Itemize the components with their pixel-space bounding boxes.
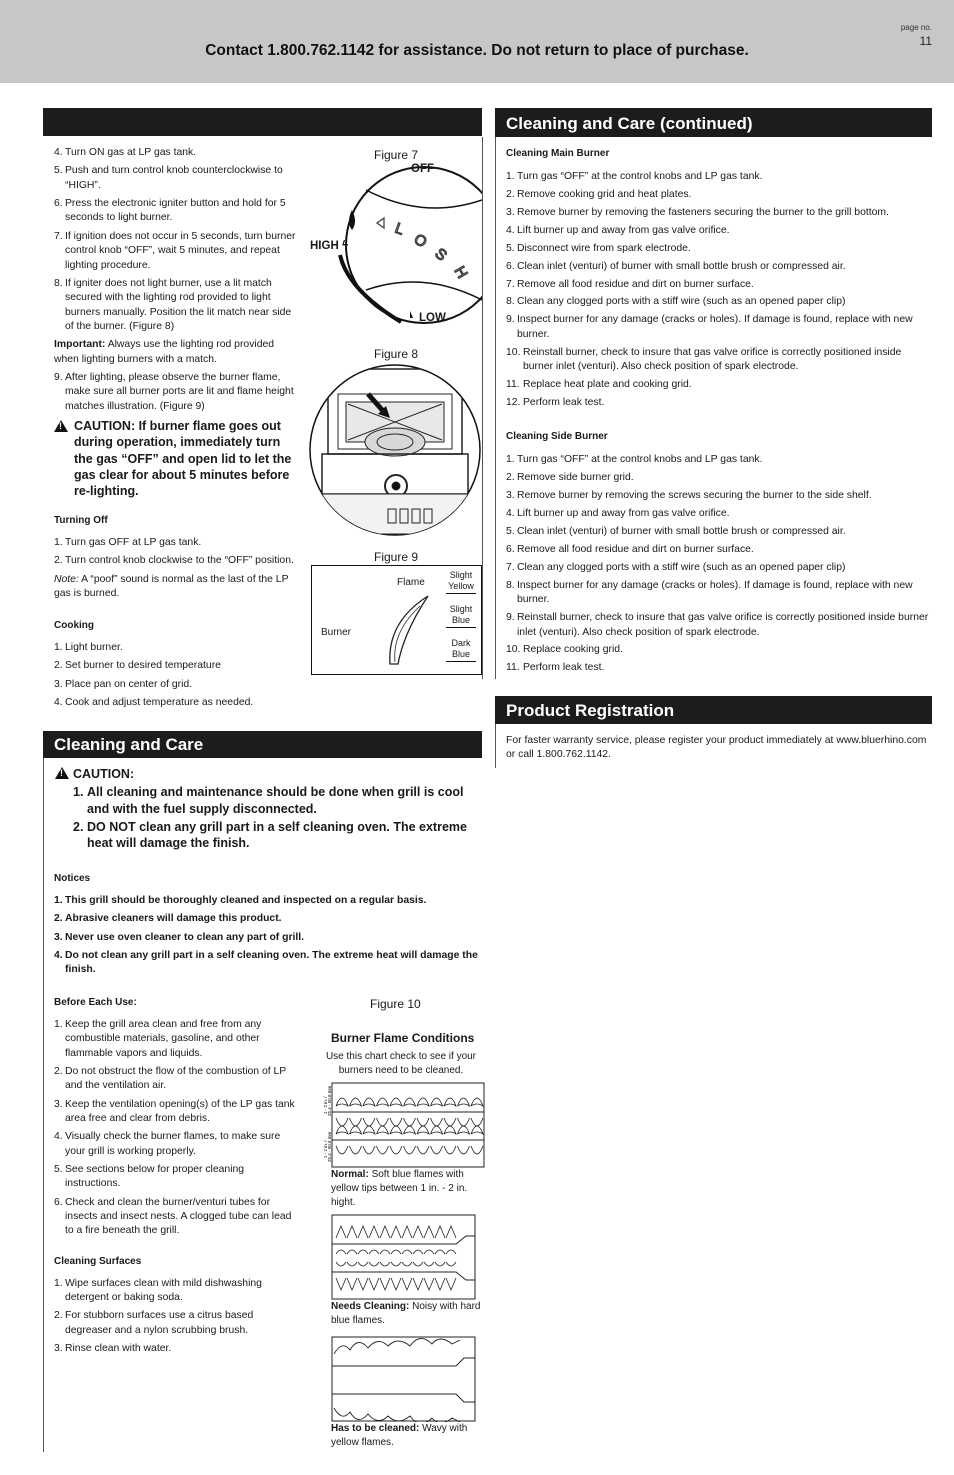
flame-mark [391, 1226, 401, 1290]
svg-text:25.4 - 50.8 mm: 25.4 - 50.8 mm [327, 1085, 332, 1116]
has-to-be-cleaned-caption: Has to be cleaned: Wavy with yellow flames. [331, 1423, 468, 1448]
page-number: 11 [919, 34, 932, 48]
list-item: 10. Reinstall burner, check to insure that gas valve orifice is correctly positioned inside burner inlet (venturi). Also check position of spark electrode. [506, 346, 902, 373]
svg-text:H: H [450, 263, 471, 282]
flame-diagram [311, 565, 482, 675]
list-item: 4. Do not clean any grill part in a self cleaning oven. The extreme heat will damage the finish. [54, 949, 478, 976]
list-item: 8. Clean any clogged ports with a stiff wire (such as an opened paper clip) [506, 296, 846, 308]
list-item: 10. Replace cooking grid. [506, 644, 623, 656]
warning-icon [54, 420, 68, 432]
list-item: 4. Lift burner up and away from gas valve orifice. [506, 508, 730, 520]
svg-text:1 - 2 in. /: 1 - 2 in. / [323, 1140, 328, 1158]
list-item: 1. Wipe surfaces clean with mild dishwashing detergent or baking soda. [54, 1277, 262, 1303]
cooking-list [54, 641, 300, 710]
list-item: 7. If ignition does not occur in 5 seconds, turn burner control knob “OFF”, wait 5 minutes, and repeat lighting procedure. [54, 230, 296, 271]
list-item: 3. Rinse clean with water. [54, 1343, 172, 1355]
flame-label: Flame [397, 577, 425, 588]
lighting-list [54, 146, 300, 334]
list-item: 8. Inspect burner for any damage (cracks or holes). If damage is found, replace with new burner. [506, 579, 913, 606]
normal-flame-caption: Normal: Soft blue flames with yellow tips between 1 in. - 2 in. hight. [331, 1169, 468, 1208]
list-item: 11. Perform leak test. [506, 662, 605, 674]
slight-yellow-label: Slight Yellow [446, 570, 476, 594]
caution-list [55, 784, 480, 851]
list-item: 1. Turn gas OFF at LP gas tank. [54, 536, 202, 548]
normal-flame-chart [316, 1082, 486, 1168]
column-divider [495, 137, 496, 679]
list-item: 2. For stubborn surfaces use a citrus based degreaser and a nylon scrubbing brush. [54, 1310, 254, 1336]
continued-section [506, 147, 930, 679]
list-item: 5. Push and turn control knob counterclockwise to “HIGH”. [54, 165, 283, 191]
list-item: 5. See sections below for proper cleaning instructions. [54, 1164, 245, 1190]
list-item: 11. Replace heat plate and cooking grid. [506, 379, 692, 391]
list-item: 9. Reinstall burner, check to insure that gas valve orifice is correctly positioned inside burner inlet (venturi). Also check position of spark electrode. [506, 612, 929, 638]
knob-high-label: HIGH [310, 240, 339, 252]
notices-list [54, 894, 478, 978]
svg-text:O: O [411, 230, 430, 252]
warning-icon [55, 767, 69, 779]
list-item: 9. Inspect burner for any damage (cracks or holes). If damage is found, replace with new burner. [506, 314, 913, 340]
knob-low-label: LOW [419, 312, 446, 324]
flame-mark [446, 1226, 456, 1290]
caution-item: 1. All cleaning and maintenance should be done when grill is cool and with the fuel supply disconnected. [73, 785, 464, 816]
lighting-list-step9 [54, 371, 300, 414]
turning-off-title: Turning Off [54, 515, 108, 526]
burner-label: Burner [321, 627, 352, 638]
flame-mark [369, 1226, 379, 1290]
list-item: 3. Remove burner by removing the fasteners securing the burner to the grill bottom. [506, 206, 889, 218]
flame-mark [402, 1226, 412, 1290]
registration-title-bar: Product Registration [495, 696, 932, 724]
list-item: 12. Perform leak test. [506, 397, 605, 408]
knob-off-label: OFF [411, 163, 434, 175]
list-item: 6. Press the electronic igniter button and hold for 5 seconds to light burner. [54, 198, 286, 224]
svg-text:25.4 - 50.8 mm: 25.4 - 50.8 mm [327, 1131, 332, 1162]
caution-item: 2. DO NOT clean any grill part in a self cleaning oven. The extreme heat will damage the finish. [73, 819, 467, 850]
figure-7-label: Figure 7 [374, 148, 419, 162]
continued-title-bar: Cleaning and Care (continued) [495, 108, 932, 137]
header-title: Contact 1.800.762.1142 for assistance. Do not return to place of purchase. [205, 42, 749, 59]
slight-blue-label: Slight Blue [446, 604, 476, 628]
list-item: 4. Lift burner up and away from gas valve orifice. [506, 224, 730, 236]
list-item: 2. Remove side burner grid. [506, 472, 634, 484]
dark-blue-label: Dark Blue [446, 638, 476, 662]
registration-text: For faster warranty service, please register your product immediately at www.bluerhino.com or call 1.800.762.1142. [506, 735, 927, 761]
needs-cleaning-flame-chart [331, 1214, 477, 1300]
flame-mark [413, 1226, 423, 1290]
list-item: 3. Place pan on center of grid. [54, 678, 193, 690]
figure-8-label: Figure 8 [374, 347, 419, 361]
list-item: 2. Do not obstruct the flow of the combustion of LP and the ventilation air. [54, 1065, 287, 1092]
turning-off-section [54, 514, 300, 714]
list-item: 2. Set burner to desired temperature [54, 660, 221, 672]
svg-text:L: L [392, 219, 407, 239]
left-border-line [43, 758, 44, 1452]
turning-off-list [54, 536, 300, 569]
flame-mark [336, 1226, 346, 1290]
figure-9-label: Figure 9 [374, 550, 419, 564]
flame-shape [382, 592, 442, 672]
flame-conditions-desc: Use this chart check to see if your burners need to be cleaned. [325, 1051, 477, 1076]
cleaning-surfaces-title: Cleaning Surfaces [54, 1255, 142, 1267]
flame-mark [424, 1226, 434, 1290]
list-item: 2. Turn control knob clockwise to the “OFF” position. [54, 555, 294, 567]
list-item: 1. Turn gas “OFF” at the control knobs and LP gas tank. [506, 170, 763, 182]
main-burner-list [506, 170, 930, 411]
before-use-title: Before Each Use: [54, 997, 137, 1008]
cleaning-surfaces-list [54, 1277, 300, 1357]
list-item: 7. Clean any clogged ports with a stiff wire (such as an opened paper clip) [506, 561, 846, 573]
svg-text:1 - 2 in. /: 1 - 2 in. / [323, 1096, 328, 1114]
manual-lighting-figure [308, 364, 482, 536]
side-burner-title: Cleaning Side Burner [506, 431, 608, 443]
lightning-icon: ϟ [342, 240, 349, 252]
flame-mark [435, 1226, 445, 1290]
list-item: 4. Visually check the burner flames, to make sure your grill is working properly. [54, 1131, 281, 1157]
needs-cleaning-caption: Needs Cleaning: Noisy with hard blue flames. [331, 1301, 481, 1326]
list-item: 3. Keep the ventilation opening(s) of the LP gas tank area free and clear from debris. [54, 1098, 295, 1124]
side-burner-list [506, 453, 930, 676]
page-number-label: page no. [900, 23, 932, 32]
flame-conditions-title: Burner Flame Conditions [331, 1031, 475, 1045]
notices-section [54, 872, 478, 982]
flame-mark [380, 1226, 390, 1290]
notices-title: Notices [54, 873, 91, 884]
relight-caution: ! CAUTION: If burner flame goes out during operation, immediately turn the gas “OFF” and open lid to let the gas clear for about 5 minutes before re-lighting. [54, 418, 294, 499]
registration-border [495, 724, 496, 768]
list-item: 5. Clean inlet (venturi) of burner with small bottle brush or compressed air. [506, 525, 846, 537]
before-use-list [54, 1018, 300, 1239]
flame-mark [358, 1226, 368, 1290]
cooking-title: Cooking [54, 620, 94, 632]
list-item: 1. This grill should be thoroughly cleaned and inspected on a regular basis. [54, 894, 427, 906]
has-to-be-cleaned-flame-chart [331, 1336, 477, 1422]
list-item: 9. After lighting, please observe the burner flame, make sure all burner ports are lit and flame height matches illustration. (Figure 9) [54, 372, 294, 412]
list-item: 4. Turn ON gas at LP gas tank. [54, 147, 197, 158]
svg-text:S: S [431, 245, 451, 265]
list-item: 3. Never use oven cleaner to clean any part of grill. [54, 931, 305, 943]
before-use-section [54, 996, 300, 1360]
list-item: 6. Remove all food residue and dirt on burner surface. [506, 543, 754, 555]
list-item: 6. Clean inlet (venturi) of burner with small bottle brush or compressed air. [506, 260, 846, 272]
lighting-steps [54, 146, 300, 499]
list-item: 1. Light burner. [54, 642, 123, 654]
list-item: 6. Check and clean the burner/venturi tubes for insects and insect nests. A clogged tube can lead to a fire beneath the grill. [54, 1196, 292, 1237]
main-burner-title: Cleaning Main Burner [506, 148, 610, 159]
left-column-bar [43, 108, 482, 136]
list-item: 1. Keep the grill area clean and free from any combustible materials, gasoline, and other flammable vapors and liquids. [54, 1018, 262, 1059]
list-item: 1. Turn gas “OFF” at the control knobs and LP gas tank. [506, 454, 763, 466]
column-divider [482, 137, 483, 679]
cleaning-caution: !CAUTION: 1. All cleaning and maintenance should be done when grill is cool and with the fuel supply disconnected. 2. DO NOT clean any grill part in a self cleaning oven. The extreme heat will damage the finish. [55, 766, 480, 853]
list-item: 8. If igniter does not light burner, use a lit match secured with the lighting rod provided to light burners manually. Position the lit match near side of the burner. (Figure 8) [54, 277, 292, 332]
list-item: 5. Disconnect wire from spark electrode. [506, 242, 691, 254]
list-item: 7. Remove all food residue and dirt on burner surface. [506, 278, 754, 290]
list-item: 2. Abrasive cleaners will damage this product. [54, 913, 282, 925]
flame-mark [347, 1226, 357, 1290]
figure-10-label: Figure 10 [370, 997, 421, 1011]
list-item: 3. Remove burner by removing the screws securing the burner to the side shelf. [506, 490, 872, 502]
cleaning-title-bar: Cleaning and Care [43, 731, 482, 758]
poof-note: Note: A “poof” sound is normal as the last of the LP gas is burned. [54, 573, 289, 599]
list-item: 2. Remove cooking grid and heat plates. [506, 188, 692, 200]
important-note: Important: Always use the lighting rod provided when lighting burners with a match. [54, 339, 275, 365]
list-item: 4. Cook and adjust temperature as needed. [54, 697, 254, 709]
